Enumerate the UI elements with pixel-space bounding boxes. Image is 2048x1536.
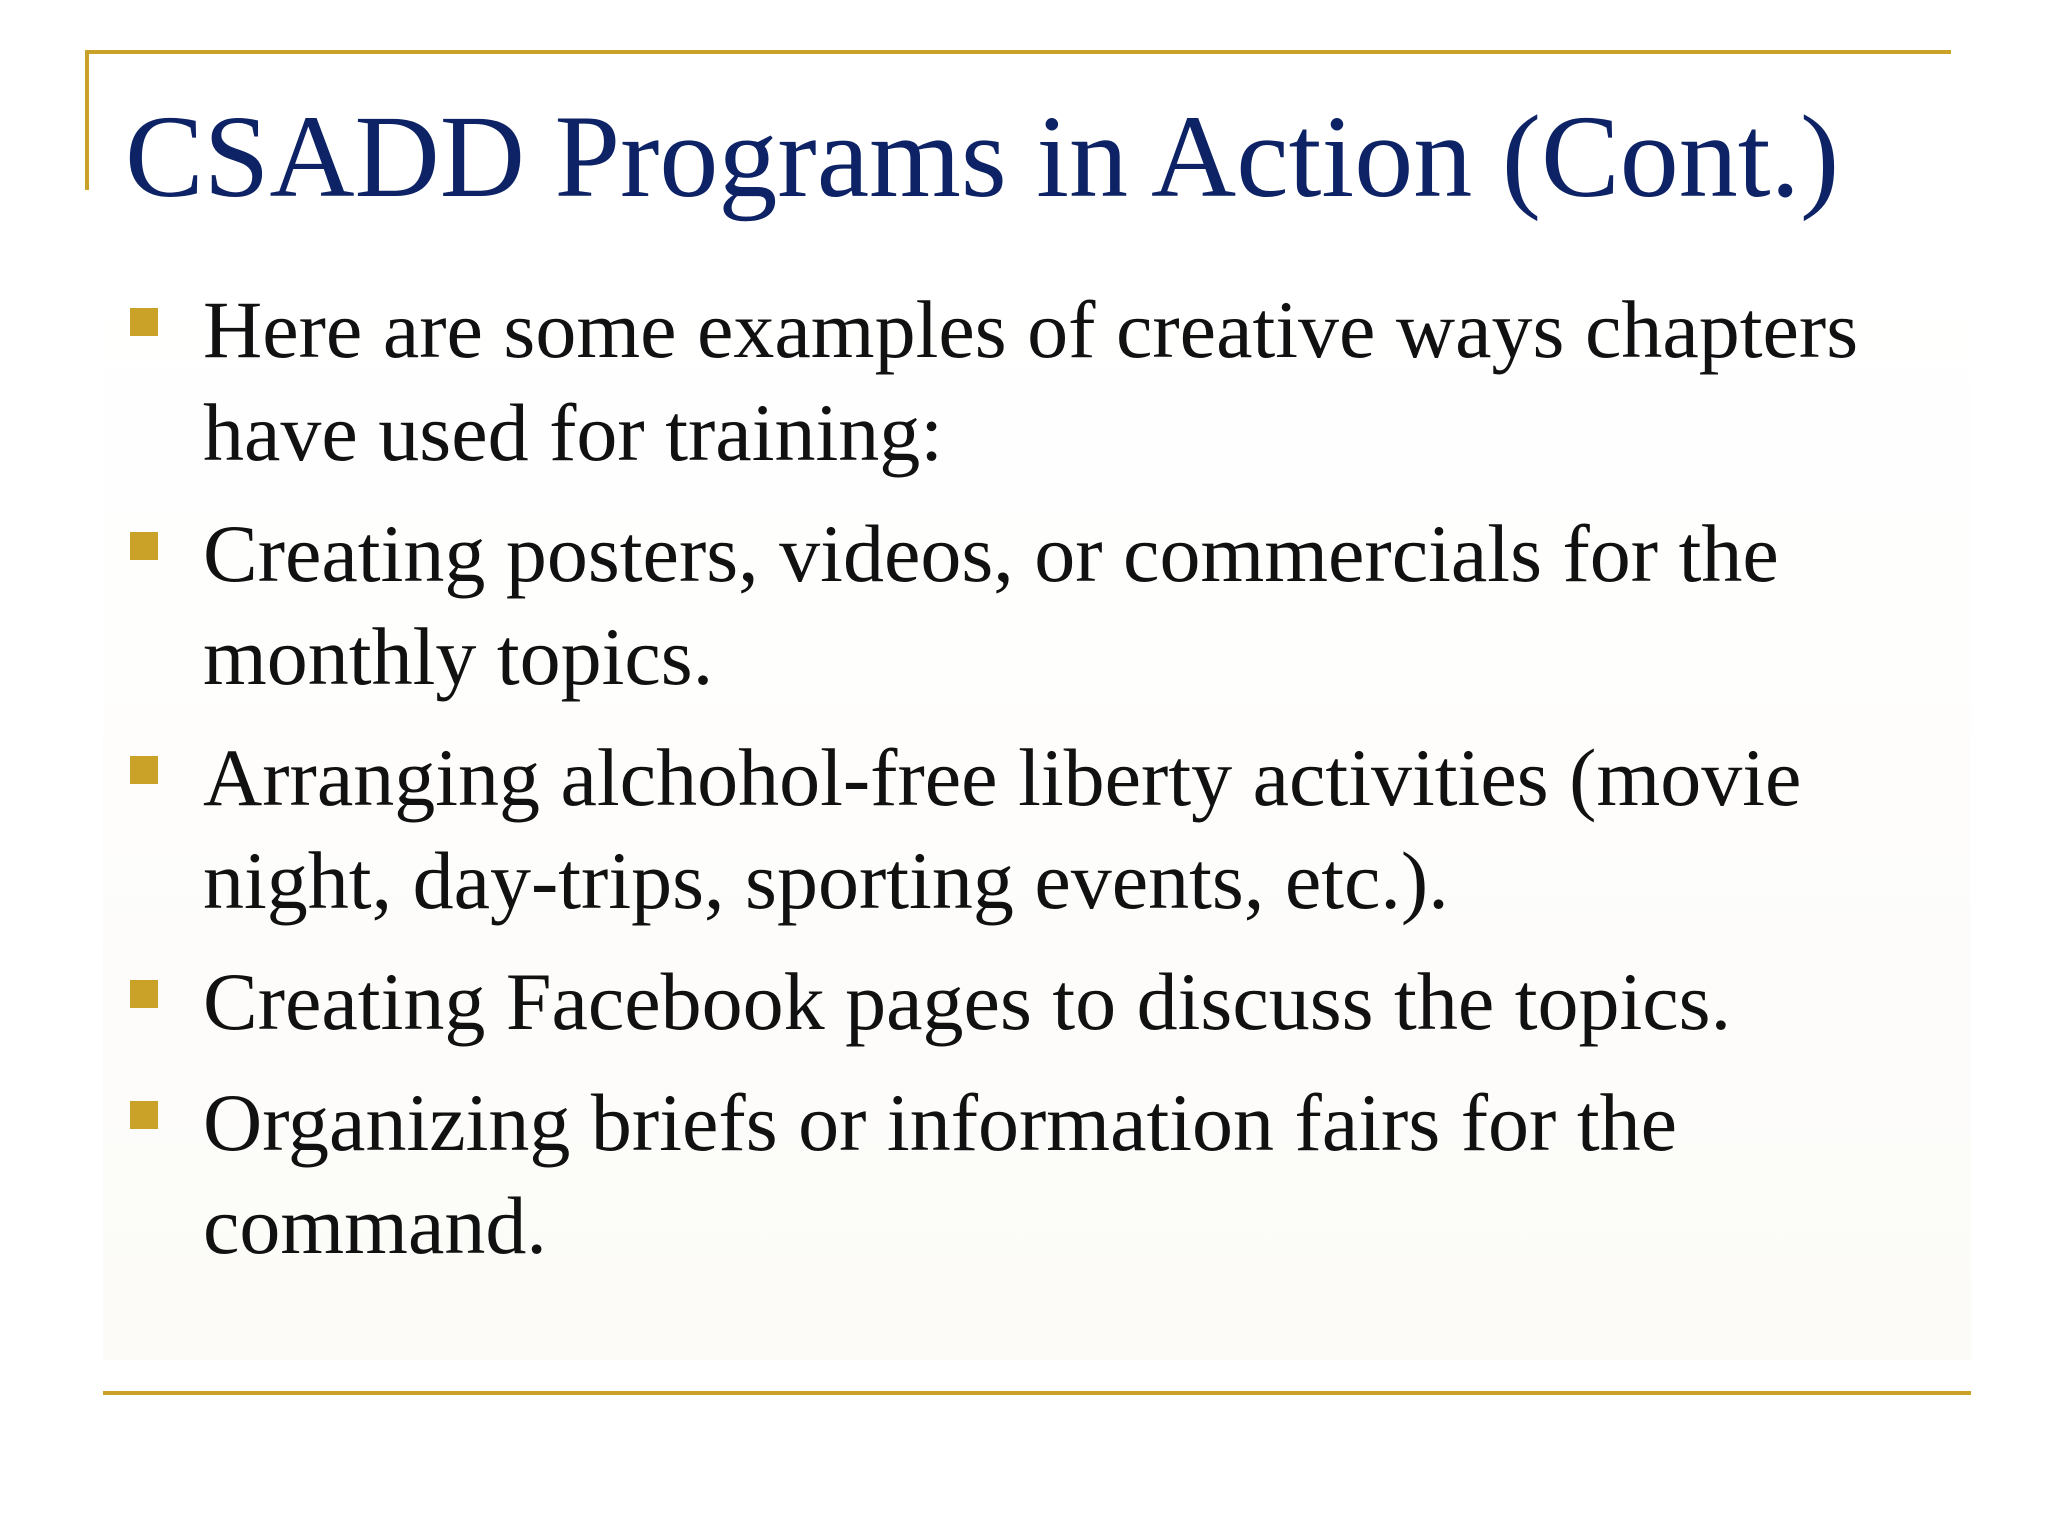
bullet-text: Organizing briefs or information fairs for the command. — [203, 1077, 1678, 1271]
list-item — [130, 950, 1950, 1053]
bullet-text: Creating posters, videos, or commercials for the monthly topics. — [203, 508, 1779, 702]
square-bullet-icon — [130, 1101, 158, 1129]
slide-title: CSADD Programs in Action (Cont.) — [125, 91, 1840, 222]
bullet-list — [130, 278, 1950, 1295]
square-bullet-icon — [130, 308, 158, 336]
left-accent-line — [85, 50, 89, 190]
list-item — [130, 502, 1950, 708]
list-item — [130, 1071, 1950, 1277]
bullet-text: Arranging alchohol-free liberty activities (movie night, day-trips, sporting events, etc.). — [203, 732, 1802, 926]
square-bullet-icon — [130, 980, 158, 1008]
list-item — [130, 278, 1950, 484]
list-item — [130, 726, 1950, 932]
square-bullet-icon — [130, 532, 158, 560]
top-accent-line — [85, 50, 1951, 54]
square-bullet-icon — [130, 756, 158, 784]
bullet-text: Here are some examples of creative ways chapters have used for training: — [203, 284, 1859, 478]
bottom-accent-line — [103, 1391, 1971, 1395]
bullet-text: Creating Facebook pages to discuss the topics. — [203, 956, 1732, 1047]
